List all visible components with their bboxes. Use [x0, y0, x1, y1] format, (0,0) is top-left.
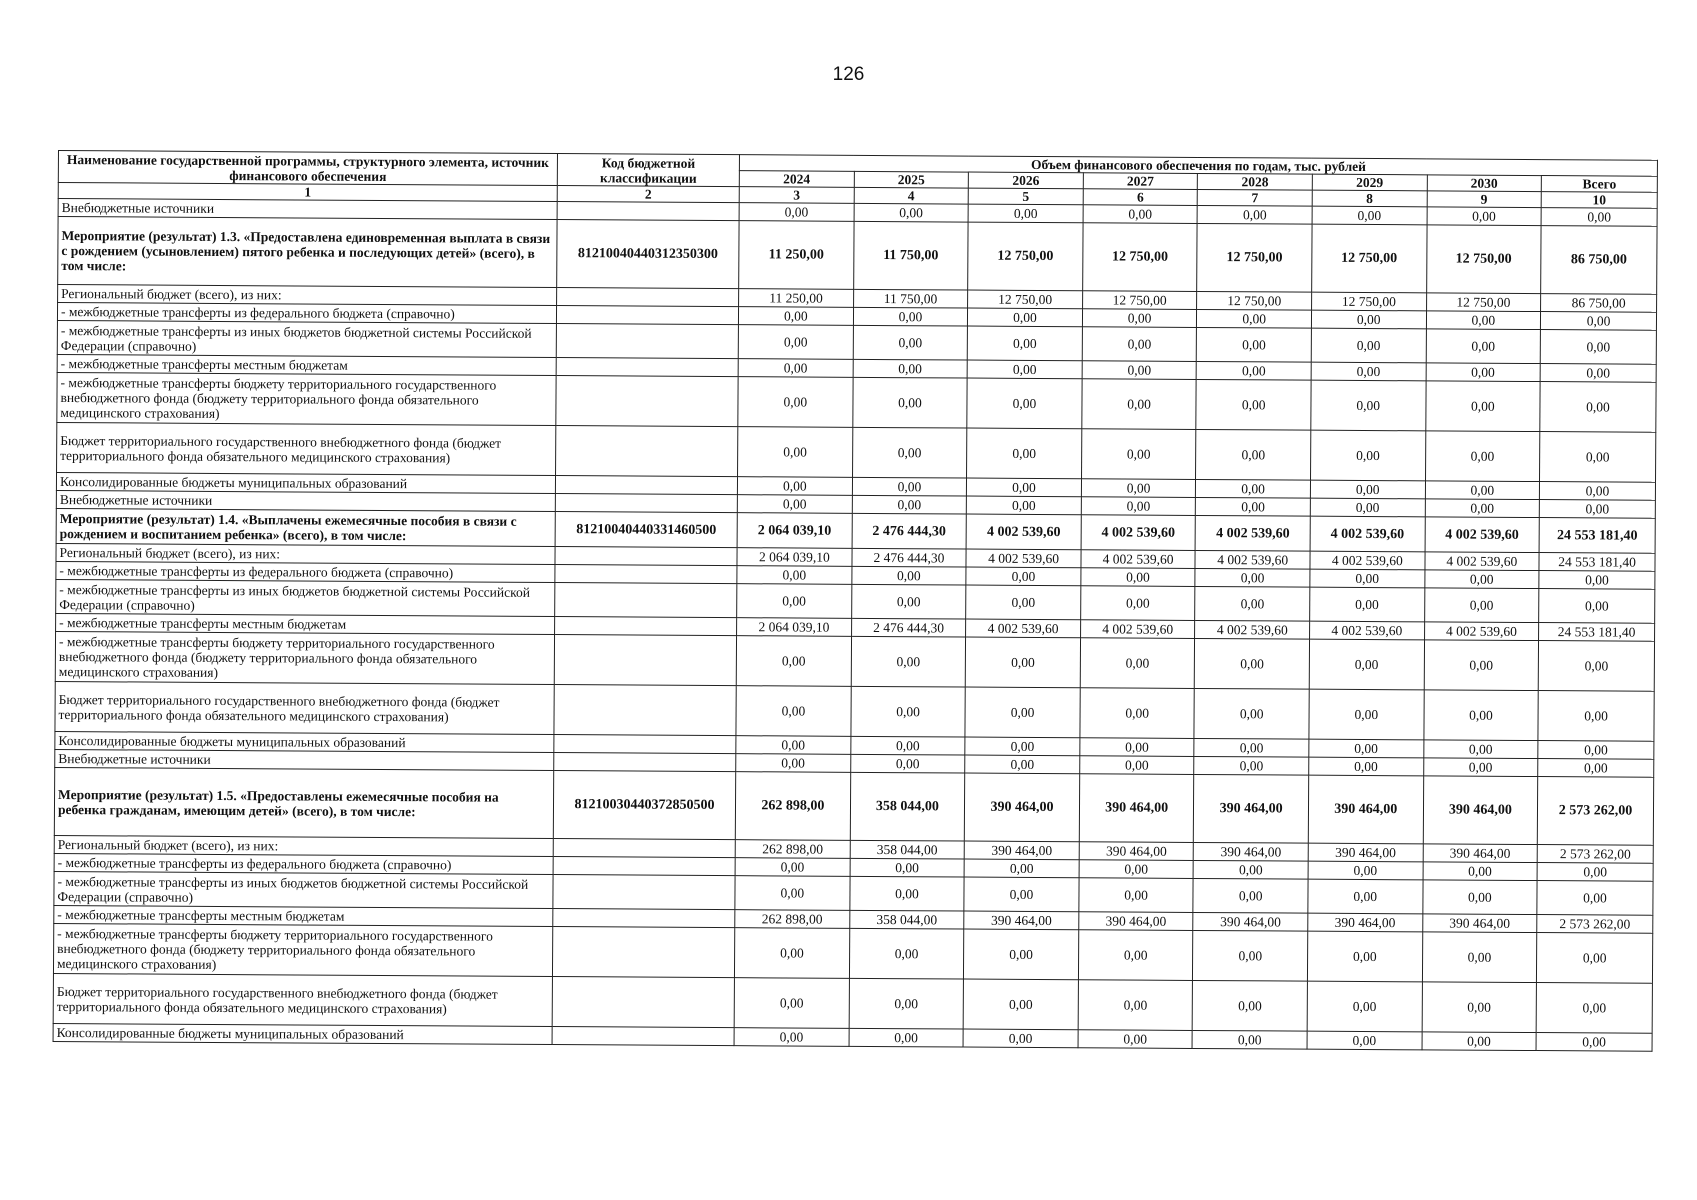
year-value-cell: 0,00: [963, 979, 1078, 1030]
total-value-cell: 0,00: [1538, 741, 1654, 760]
year-value-cell: 0,00: [737, 566, 852, 585]
measure-row: [58, 217, 1657, 295]
budget-code-cell: 81210040440331460500: [555, 512, 737, 548]
year-value-cell: 0,00: [967, 478, 1082, 497]
year-value-cell: 0,00: [965, 755, 1080, 774]
year-value-cell: 2 476 444,30: [852, 513, 967, 549]
year-value-cell: 0,00: [735, 876, 850, 911]
row-name-cell: - межбюджетные трансферты из иных бюджетов бюджетной системы Российской Федерации (справочно): [57, 320, 556, 357]
year-value-cell: 0,00: [1082, 361, 1197, 380]
year-value-cell: 0,00: [736, 736, 851, 755]
year-value-cell: 0,00: [1423, 740, 1538, 759]
column-number: 3: [739, 187, 854, 204]
year-value-cell: 0,00: [852, 495, 967, 514]
year-value-cell: 0,00: [850, 876, 965, 911]
row-name-cell: Консолидированные бюджеты муниципальных образований: [56, 472, 555, 493]
year-value-cell: 0,00: [738, 377, 853, 428]
total-value-cell: 0,00: [1540, 330, 1656, 365]
total-value-cell: 0,00: [1538, 641, 1654, 692]
year-value-cell: 12 750,00: [1312, 224, 1427, 293]
total-value-cell: 0,00: [1540, 382, 1656, 433]
year-value-cell: 0,00: [736, 754, 851, 773]
year-value-cell: 0,00: [1080, 688, 1195, 739]
year-value-cell: 0,00: [1422, 982, 1537, 1033]
row-name-cell: - межбюджетные трансферты из федерального бюджета (справочно): [54, 853, 553, 874]
total-value-cell: 0,00: [1539, 571, 1655, 590]
year-value-cell: 390 464,00: [964, 911, 1079, 930]
year-value-cell: 12 750,00: [968, 222, 1083, 291]
year-value-cell: 0,00: [1311, 328, 1426, 363]
year-value-cell: 0,00: [1082, 327, 1197, 362]
row-name-cell: Региональный бюджет (всего), из них:: [56, 543, 555, 564]
year-value-cell: 0,00: [968, 204, 1083, 223]
year-value-cell: 12 750,00: [968, 290, 1083, 309]
column-number: 8: [1312, 190, 1427, 207]
total-value-cell: 0,00: [1541, 208, 1657, 227]
budget-code-cell: [555, 494, 737, 513]
year-value-cell: 0,00: [1424, 588, 1539, 623]
year-value-cell: 0,00: [1310, 569, 1425, 588]
year-value-cell: 4 002 539,60: [1310, 551, 1425, 570]
total-value-cell: 0,00: [1539, 500, 1655, 519]
year-value-cell: 12 750,00: [1197, 291, 1312, 310]
year-value-cell: 2 476 444,30: [852, 548, 967, 567]
year-value-cell: 0,00: [1082, 379, 1197, 430]
total-value-cell: 24 553 181,40: [1539, 623, 1655, 642]
header-year: 2030: [1427, 175, 1542, 192]
year-value-cell: 0,00: [738, 359, 853, 378]
year-value-cell: 4 002 539,60: [1081, 515, 1196, 551]
year-value-cell: 4 002 539,60: [966, 619, 1081, 638]
column-number: 2: [557, 186, 739, 203]
budget-code-cell: [553, 909, 735, 928]
year-value-cell: 0,00: [1195, 638, 1310, 689]
year-value-cell: 0,00: [965, 737, 1080, 756]
financing-table: [53, 150, 1658, 1052]
year-value-cell: 0,00: [1196, 479, 1311, 498]
budget-code-cell: [555, 476, 737, 495]
total-value-cell: 24 553 181,40: [1539, 553, 1655, 572]
year-value-cell: 4 002 539,60: [1195, 620, 1310, 639]
year-value-cell: 0,00: [1193, 930, 1308, 981]
total-value-cell: 0,00: [1537, 863, 1653, 882]
year-value-cell: 390 464,00: [1422, 914, 1537, 933]
year-value-cell: 0,00: [736, 686, 851, 737]
year-value-cell: 0,00: [1080, 638, 1195, 689]
year-value-cell: 0,00: [851, 636, 966, 687]
year-value-cell: 12 750,00: [1426, 293, 1541, 312]
year-value-cell: 0,00: [734, 978, 849, 1029]
total-value-cell: 0,00: [1538, 759, 1654, 778]
year-value-cell: 0,00: [1197, 205, 1312, 224]
year-value-cell: 0,00: [1079, 878, 1194, 913]
year-value-cell: 0,00: [850, 736, 965, 755]
year-value-cell: 0,00: [1425, 381, 1540, 432]
year-value-cell: 0,00: [734, 1028, 849, 1047]
total-value-cell: 2 573 262,00: [1537, 777, 1653, 846]
year-value-cell: 0,00: [850, 754, 965, 773]
year-value-cell: 390 464,00: [964, 841, 1079, 860]
year-value-cell: 0,00: [1080, 756, 1195, 775]
year-value-cell: 0,00: [1422, 880, 1537, 915]
year-value-cell: 0,00: [1079, 860, 1194, 879]
year-value-cell: 0,00: [964, 877, 1079, 912]
budget-code-cell: [552, 977, 734, 1028]
row-name-cell: - межбюджетные трансферты местным бюджетам: [56, 613, 555, 634]
year-value-cell: 0,00: [1081, 568, 1196, 587]
year-value-cell: 0,00: [1423, 690, 1538, 741]
year-value-cell: 0,00: [1425, 481, 1540, 500]
year-value-cell: 0,00: [1081, 497, 1196, 516]
year-value-cell: 4 002 539,60: [1425, 517, 1540, 553]
row-name-cell: Бюджет территориального государственного внебюджетного фонда (бюджет территориального фонда обязательного медицинского страхования): [53, 973, 552, 1026]
row-name-cell: Бюджет территориального государственного внебюджетного фонда (бюджет территориального фонда обязательного медицинского страхования): [57, 422, 556, 475]
row-name-cell: Консолидированные бюджеты муниципальных образований: [55, 731, 554, 752]
year-value-cell: 0,00: [851, 584, 966, 619]
budget-code-cell: [556, 426, 738, 477]
total-value-cell: 2 573 262,00: [1537, 845, 1653, 864]
year-value-cell: 11 250,00: [739, 221, 854, 290]
budget-code-cell: [557, 288, 739, 307]
year-value-cell: 0,00: [1308, 861, 1423, 880]
year-value-cell: 262 898,00: [735, 772, 850, 841]
year-value-cell: 0,00: [1425, 431, 1540, 482]
year-value-cell: 0,00: [1080, 586, 1195, 621]
year-value-cell: 390 464,00: [1194, 842, 1309, 861]
column-number: 7: [1198, 189, 1313, 206]
year-value-cell: 0,00: [964, 929, 1079, 980]
year-value-cell: 12 750,00: [1312, 292, 1427, 311]
year-value-cell: 0,00: [1194, 756, 1309, 775]
year-value-cell: 262 898,00: [735, 840, 850, 859]
total-value-cell: 0,00: [1538, 691, 1654, 742]
budget-code-cell: [554, 753, 736, 772]
budget-code-cell: [556, 306, 738, 325]
total-value-cell: 0,00: [1536, 1033, 1652, 1052]
year-value-cell: 358 044,00: [850, 772, 965, 841]
year-value-cell: 4 002 539,60: [1081, 550, 1196, 569]
year-value-cell: 0,00: [853, 325, 968, 360]
year-value-cell: 0,00: [967, 496, 1082, 515]
year-value-cell: 0,00: [1193, 980, 1308, 1031]
row-name-cell: Консолидированные бюджеты муниципальных образований: [53, 1023, 552, 1044]
year-value-cell: 0,00: [1311, 362, 1426, 381]
row-name-cell: - межбюджетные трансферты местным бюджетам: [54, 905, 553, 926]
year-value-cell: 0,00: [852, 566, 967, 585]
row-name-cell: - межбюджетные трансферты местным бюджетам: [57, 354, 556, 375]
year-value-cell: 0,00: [1309, 739, 1424, 758]
table-body: [53, 199, 1657, 1052]
row-name-cell: - межбюджетные трансферты из федерального бюджета (справочно): [56, 561, 555, 582]
year-value-cell: 0,00: [1078, 1030, 1193, 1049]
budget-code-cell: [557, 202, 739, 221]
year-value-cell: 0,00: [1311, 310, 1426, 329]
total-value-cell: 86 750,00: [1541, 226, 1657, 295]
total-value-cell: 0,00: [1541, 312, 1657, 331]
year-value-cell: 0,00: [1197, 361, 1312, 380]
total-value-cell: 0,00: [1537, 881, 1653, 916]
header-total: Всего: [1541, 176, 1657, 193]
year-value-cell: 0,00: [1078, 980, 1193, 1031]
year-value-cell: 0,00: [1195, 586, 1310, 621]
year-value-cell: 0,00: [850, 858, 965, 877]
year-value-cell: 0,00: [967, 326, 1082, 361]
year-value-cell: 0,00: [1307, 1031, 1422, 1050]
column-number: 1: [58, 183, 557, 202]
year-value-cell: 0,00: [735, 928, 850, 979]
year-value-cell: 11 750,00: [853, 221, 968, 290]
header-financing-group: Объем финансового обеспечения по годам, тыс. рублей: [739, 155, 1657, 177]
row-name-cell: - межбюджетные трансферты из федерального бюджета (справочно): [57, 303, 556, 324]
row-name-cell: Мероприятие (результат) 1.3. «Предоставлена единовременная выплата в связи с рождением (усыновлением) пятого ребенка и последующих детей» (всего), в том числе:: [58, 217, 557, 288]
year-value-cell: 4 002 539,60: [1195, 515, 1310, 551]
row-name-cell: Региональный бюджет (всего), из них:: [58, 285, 557, 306]
year-value-cell: 0,00: [1308, 879, 1423, 914]
year-value-cell: 0,00: [735, 858, 850, 877]
year-value-cell: 4 002 539,60: [966, 549, 1081, 568]
year-value-cell: 0,00: [739, 203, 854, 222]
budget-code-cell: [553, 839, 735, 858]
total-value-cell: 86 750,00: [1541, 294, 1657, 313]
year-value-cell: 390 464,00: [1193, 912, 1308, 931]
row-name-cell: - межбюджетные трансферты бюджету территориального государственного внебюджетного фонда (бюджету территориального фонда обязательного медицинского страхования): [53, 923, 552, 976]
year-value-cell: 0,00: [967, 378, 1082, 429]
header-name-column: Наименование государственной программы, структурного элемента, источник финансового обеспечения: [58, 151, 557, 186]
total-value-cell: 24 553 181,40: [1539, 518, 1655, 554]
year-value-cell: 0,00: [1423, 758, 1538, 777]
year-value-cell: 0,00: [849, 928, 964, 979]
column-number: 4: [854, 187, 969, 204]
year-value-cell: 0,00: [1310, 480, 1425, 499]
year-value-cell: 0,00: [1196, 379, 1311, 430]
budget-code-cell: [555, 565, 737, 584]
year-value-cell: 4 002 539,60: [1310, 621, 1425, 640]
header-year: 2027: [1083, 173, 1198, 190]
column-number: 9: [1427, 191, 1542, 208]
year-value-cell: 2 476 444,30: [851, 618, 966, 637]
row-name-cell: - межбюджетные трансферты бюджету территориального государственного внебюджетного фонда (бюджету территориального фонда обязательного медицинского страхования): [57, 372, 556, 425]
year-value-cell: 390 464,00: [1079, 774, 1194, 843]
year-value-cell: 0,00: [965, 637, 1080, 688]
year-value-cell: 4 002 539,60: [1080, 620, 1195, 639]
budget-code-cell: 81210040440312350300: [557, 220, 739, 289]
year-value-cell: 0,00: [1197, 309, 1312, 328]
total-value-cell: 0,00: [1536, 983, 1652, 1034]
budget-code-cell: [553, 857, 735, 876]
total-value-cell: 0,00: [1539, 589, 1655, 624]
year-value-cell: 0,00: [1081, 479, 1196, 498]
year-value-cell: 0,00: [1310, 430, 1425, 481]
year-value-cell: 0,00: [963, 1029, 1078, 1048]
budget-code-cell: [554, 735, 736, 754]
year-value-cell: 0,00: [966, 585, 1081, 620]
year-value-cell: 0,00: [1082, 309, 1197, 328]
budget-code-cell: [555, 547, 737, 566]
budget-code-cell: [556, 376, 738, 427]
year-value-cell: 0,00: [852, 477, 967, 496]
year-value-cell: 390 464,00: [1423, 844, 1538, 863]
year-value-cell: 0,00: [1309, 689, 1424, 740]
year-value-cell: 0,00: [738, 325, 853, 360]
year-value-cell: 0,00: [964, 859, 1079, 878]
row-name-cell: - межбюджетные трансферты из иных бюджетов бюджетной системы Российской Федерации (справочно): [56, 579, 555, 616]
year-value-cell: 390 464,00: [1423, 776, 1538, 845]
year-value-cell: 12 750,00: [1197, 223, 1312, 292]
header-year: 2024: [739, 171, 854, 188]
measure-row: [54, 767, 1653, 845]
year-value-cell: 390 464,00: [1308, 775, 1423, 844]
year-value-cell: 11 750,00: [853, 289, 968, 308]
year-value-cell: 0,00: [1080, 738, 1195, 757]
budget-code-cell: [555, 583, 737, 618]
row-name-cell: Внебюджетные источники: [58, 199, 557, 220]
year-value-cell: 12 750,00: [1082, 291, 1197, 310]
year-value-cell: 0,00: [849, 1028, 964, 1047]
year-value-cell: 4 002 539,60: [1425, 552, 1540, 571]
year-value-cell: 0,00: [1192, 1030, 1307, 1049]
budget-code-cell: [556, 358, 738, 377]
year-value-cell: 0,00: [737, 584, 852, 619]
year-value-cell: 0,00: [1310, 587, 1425, 622]
year-value-cell: 2 064 039,10: [737, 548, 852, 567]
column-number: 5: [968, 188, 1083, 205]
header-year: 2025: [854, 171, 969, 188]
row-name-cell: Бюджет территориального государственного внебюджетного фонда (бюджет территориального фонда обязательного медицинского страхования): [55, 681, 554, 734]
year-value-cell: 0,00: [1194, 688, 1309, 739]
year-value-cell: 0,00: [967, 428, 1082, 479]
year-value-cell: 0,00: [968, 308, 1083, 327]
budget-code-cell: [555, 617, 737, 636]
year-value-cell: 0,00: [1309, 757, 1424, 776]
total-value-cell: 0,00: [1540, 482, 1656, 501]
budget-code-cell: [554, 635, 736, 686]
year-value-cell: 358 044,00: [850, 840, 965, 859]
year-value-cell: 4 002 539,60: [966, 514, 1081, 550]
year-value-cell: 0,00: [1424, 640, 1539, 691]
total-value-cell: 2 573 262,00: [1537, 915, 1653, 934]
year-value-cell: 390 464,00: [1308, 843, 1423, 862]
year-value-cell: 0,00: [1309, 639, 1424, 690]
year-value-cell: 0,00: [1422, 932, 1537, 983]
year-value-cell: 390 464,00: [965, 773, 1080, 842]
total-value-cell: 0,00: [1540, 432, 1656, 483]
year-value-cell: 0,00: [1310, 498, 1425, 517]
year-value-cell: 0,00: [853, 307, 968, 326]
budget-code-cell: [554, 685, 736, 736]
year-value-cell: 0,00: [849, 978, 964, 1029]
year-value-cell: 0,00: [1081, 429, 1196, 480]
budget-code-cell: 81210030440372850500: [553, 771, 735, 840]
year-value-cell: 2 064 039,10: [737, 513, 852, 549]
year-value-cell: 390 464,00: [1308, 913, 1423, 932]
year-value-cell: 0,00: [853, 359, 968, 378]
year-value-cell: 0,00: [1427, 207, 1542, 226]
year-value-cell: 0,00: [738, 477, 853, 496]
budget-code-cell: [553, 875, 735, 910]
year-value-cell: 0,00: [966, 567, 1081, 586]
year-value-cell: 0,00: [1426, 363, 1541, 382]
year-value-cell: 0,00: [1196, 429, 1311, 480]
year-value-cell: 0,00: [1426, 311, 1541, 330]
year-value-cell: 0,00: [736, 636, 851, 687]
header-year: 2028: [1198, 173, 1313, 190]
year-value-cell: 0,00: [1425, 499, 1540, 518]
year-value-cell: 390 464,00: [1194, 774, 1309, 843]
budget-code-cell: [552, 1027, 734, 1046]
year-value-cell: 0,00: [852, 427, 967, 478]
year-value-cell: 0,00: [1307, 981, 1422, 1032]
year-value-cell: 0,00: [1193, 860, 1308, 879]
year-value-cell: 4 002 539,60: [1424, 622, 1539, 641]
header-code-column: Код бюджетной классификации: [557, 154, 739, 187]
year-value-cell: 2 064 039,10: [737, 618, 852, 637]
column-number: 10: [1541, 192, 1657, 209]
year-value-cell: 4 002 539,60: [1310, 516, 1425, 552]
year-value-cell: 0,00: [737, 495, 852, 514]
total-value-cell: 0,00: [1540, 364, 1656, 383]
total-value-cell: 0,00: [1537, 933, 1653, 984]
row-name-cell: Внебюджетные источники: [56, 490, 555, 511]
budget-code-cell: [553, 927, 735, 978]
year-value-cell: 0,00: [965, 687, 1080, 738]
year-value-cell: 4 002 539,60: [1195, 550, 1310, 569]
year-value-cell: 0,00: [1422, 1032, 1537, 1051]
row-name-cell: Мероприятие (результат) 1.5. «Предоставлены ежемесячные пособия на ребенка гражданам, имеющим детей» (всего), в том числе:: [54, 767, 553, 838]
row-name-cell: Внебюджетные источники: [55, 749, 554, 770]
header-year: 2029: [1312, 174, 1427, 191]
year-value-cell: 11 250,00: [739, 289, 854, 308]
financing-table-sheet: [53, 150, 1658, 1052]
row-name-cell: Региональный бюджет (всего), из них:: [54, 835, 553, 856]
year-value-cell: 390 464,00: [1079, 912, 1194, 931]
year-value-cell: 0,00: [1197, 327, 1312, 362]
year-value-cell: 0,00: [1083, 205, 1198, 224]
year-value-cell: 262 898,00: [735, 910, 850, 929]
year-value-cell: 0,00: [739, 307, 854, 326]
budget-code-cell: [556, 324, 738, 359]
year-value-cell: 0,00: [1195, 568, 1310, 587]
year-value-cell: 0,00: [851, 686, 966, 737]
year-value-cell: 358 044,00: [849, 910, 964, 929]
year-value-cell: 0,00: [852, 377, 967, 428]
year-value-cell: 0,00: [1311, 380, 1426, 431]
year-value-cell: 0,00: [738, 427, 853, 478]
year-value-cell: 0,00: [1312, 206, 1427, 225]
year-value-cell: 0,00: [967, 360, 1082, 379]
year-value-cell: 0,00: [1423, 862, 1538, 881]
page-number: 126: [832, 64, 865, 85]
year-value-cell: 0,00: [1196, 497, 1311, 516]
row-name-cell: - межбюджетные трансферты бюджету территориального государственного внебюджетного фонда (бюджету территориального фонда обязательного медицинского страхования): [55, 631, 554, 684]
column-number: 6: [1083, 189, 1198, 206]
year-value-cell: 12 750,00: [1426, 225, 1541, 294]
year-value-cell: 0,00: [1424, 570, 1539, 589]
year-value-cell: 0,00: [1194, 738, 1309, 757]
year-value-cell: 390 464,00: [1079, 842, 1194, 861]
year-value-cell: 0,00: [1078, 930, 1193, 981]
year-value-cell: 0,00: [1426, 329, 1541, 364]
row-name-cell: - межбюджетные трансферты из иных бюджетов бюджетной системы Российской Федерации (справочно): [54, 871, 553, 908]
header-year: 2026: [969, 172, 1084, 189]
year-value-cell: 0,00: [854, 203, 969, 222]
year-value-cell: 12 750,00: [1082, 223, 1197, 292]
row-name-cell: Мероприятие (результат) 1.4. «Выплачены ежемесячные пособия в связи с рождением и воспитанием ребенка» (всего), в том числе:: [56, 508, 555, 546]
year-value-cell: 0,00: [1193, 878, 1308, 913]
year-value-cell: 0,00: [1307, 931, 1422, 982]
